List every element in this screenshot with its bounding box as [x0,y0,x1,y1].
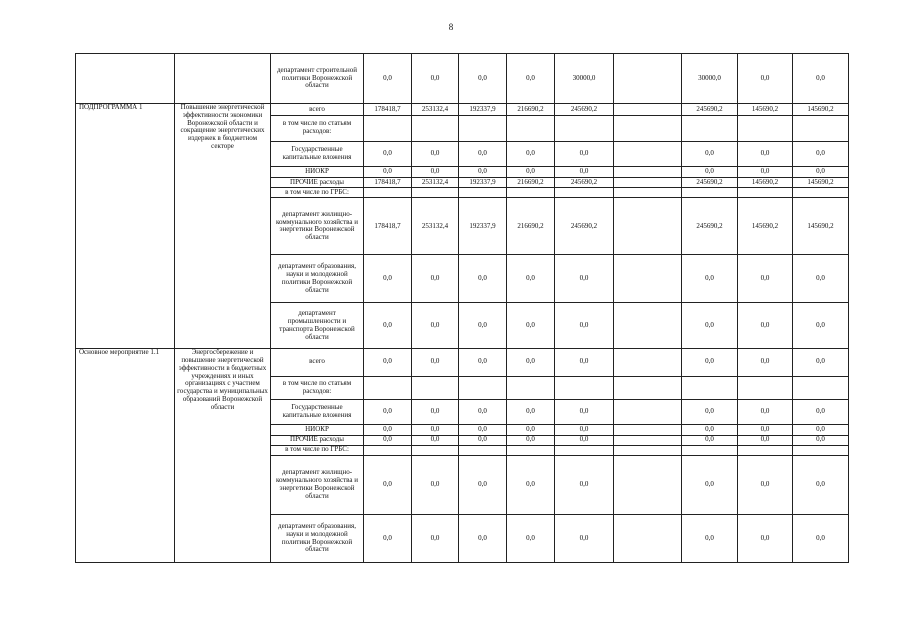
value-cell: 0,0 [412,435,459,445]
value-cell [614,178,682,188]
value-cell: 0,0 [793,303,849,349]
value-cell [614,54,682,104]
value-cell [614,425,682,435]
value-cell [555,376,614,399]
value-cell: 0,0 [738,435,793,445]
row-label: ПРОЧИЕ расходы [271,178,364,188]
value-cell [682,188,738,198]
value-cell: 0,0 [507,455,555,514]
value-cell [459,445,507,455]
row-label: всего [271,349,364,376]
value-cell [364,376,412,399]
budget-table [75,53,849,563]
value-cell: 0,0 [682,435,738,445]
value-cell: 0,0 [793,166,849,177]
value-cell: 0,0 [459,435,507,445]
value-cell [738,116,793,141]
value-cell [614,188,682,198]
value-cell [614,400,682,425]
value-cell: 178418,7 [364,198,412,255]
value-cell: 0,0 [793,400,849,425]
value-cell: 0,0 [459,303,507,349]
value-cell: 0,0 [507,303,555,349]
value-cell [555,116,614,141]
value-cell [682,376,738,399]
table-row [76,349,849,376]
value-cell [614,303,682,349]
value-cell: 0,0 [793,425,849,435]
value-cell [412,188,459,198]
value-cell: 145690,2 [793,178,849,188]
value-cell: 0,0 [682,166,738,177]
value-cell: 0,0 [412,54,459,104]
value-cell: 0,0 [459,455,507,514]
value-cell: 0,0 [412,455,459,514]
value-cell [793,445,849,455]
value-cell: 0,0 [459,141,507,166]
value-cell [364,445,412,455]
row-label: департамент жилищно-коммунального хозяйства и энергетики Воронежской области [271,198,364,255]
value-cell: 178418,7 [364,178,412,188]
row-label: НИОКР [271,425,364,435]
value-cell: 0,0 [507,425,555,435]
value-cell: 0,0 [682,255,738,303]
value-cell [507,188,555,198]
value-cell: 0,0 [793,349,849,376]
value-cell: 245690,2 [555,103,614,115]
program-cell [76,54,175,104]
value-cell: 0,0 [738,425,793,435]
value-cell: 0,0 [793,435,849,445]
value-cell: 0,0 [555,400,614,425]
value-cell: 0,0 [738,141,793,166]
value-cell [459,116,507,141]
value-cell: 0,0 [682,425,738,435]
page-number: 8 [448,22,454,32]
value-cell: 0,0 [364,349,412,376]
value-cell: 145690,2 [738,178,793,188]
value-cell: 192337,9 [459,198,507,255]
value-cell: 0,0 [459,425,507,435]
value-cell: 0,0 [412,400,459,425]
value-cell: 245690,2 [682,198,738,255]
subprogram-name: Повышение энергетической эффективности экономики Воронежской области и сокращение энергетических издержек в бюджетном секторе [175,103,271,348]
value-cell: 253132,4 [412,178,459,188]
value-cell [793,116,849,141]
value-cell: 0,0 [738,303,793,349]
value-cell: 0,0 [412,349,459,376]
value-cell: 0,0 [507,54,555,104]
value-cell: 0,0 [555,515,614,563]
value-cell [682,445,738,455]
value-cell: 0,0 [682,349,738,376]
value-cell: 0,0 [364,255,412,303]
value-cell [793,188,849,198]
value-cell: 0,0 [507,435,555,445]
row-label: в том числе по ГРБС: [271,188,364,198]
value-cell: 0,0 [459,255,507,303]
value-cell [412,445,459,455]
value-cell: 0,0 [459,400,507,425]
value-cell [738,188,793,198]
value-cell: 0,0 [412,255,459,303]
value-cell: 0,0 [507,141,555,166]
value-cell: 0,0 [555,435,614,445]
value-cell: 0,0 [555,455,614,514]
value-cell: 0,0 [555,166,614,177]
value-cell [614,455,682,514]
value-cell [364,188,412,198]
value-cell: 0,0 [793,255,849,303]
value-cell: 0,0 [364,303,412,349]
row-label: Государственные капитальные вложения [271,400,364,425]
value-cell [507,445,555,455]
row-label: департамент жилищно-коммунального хозяйства и энергетики Воронежской области [271,455,364,514]
value-cell [614,376,682,399]
row-label: в том числе по статьям расходов: [271,376,364,399]
value-cell: 192337,9 [459,103,507,115]
value-cell [682,116,738,141]
value-cell: 0,0 [793,54,849,104]
value-cell: 0,0 [682,141,738,166]
value-cell: 216690,2 [507,103,555,115]
value-cell [614,141,682,166]
subprogram-code: ПОДПРОГРАММА 1 [76,103,175,348]
value-cell [555,445,614,455]
value-cell: 0,0 [412,303,459,349]
value-cell: 0,0 [364,54,412,104]
value-cell [738,445,793,455]
value-cell: 245690,2 [682,178,738,188]
value-cell: 0,0 [793,515,849,563]
value-cell: 0,0 [738,400,793,425]
value-cell [614,349,682,376]
value-cell: 0,0 [459,515,507,563]
row-label: департамент образования, науки и молодежной политики Воронежской области [271,515,364,563]
value-cell [614,255,682,303]
value-cell: 0,0 [412,515,459,563]
value-cell [459,188,507,198]
program-name-cell [175,54,271,104]
value-cell: 0,0 [793,455,849,514]
value-cell [412,116,459,141]
value-cell: 0,0 [682,515,738,563]
value-cell: 0,0 [364,515,412,563]
row-label: Государственные капитальные вложения [271,141,364,166]
value-cell: 0,0 [364,400,412,425]
value-cell: 0,0 [507,166,555,177]
value-cell: 145690,2 [793,103,849,115]
value-cell: 0,0 [738,255,793,303]
value-cell: 0,0 [364,425,412,435]
value-cell [507,116,555,141]
value-cell [459,376,507,399]
value-cell: 245690,2 [555,178,614,188]
value-cell: 0,0 [555,303,614,349]
value-cell [614,435,682,445]
value-cell: 253132,4 [412,103,459,115]
value-cell: 253132,4 [412,198,459,255]
value-cell [614,166,682,177]
value-cell: 0,0 [364,141,412,166]
value-cell: 0,0 [738,515,793,563]
value-cell [412,376,459,399]
value-cell [614,103,682,115]
row-label: ПРОЧИЕ расходы [271,435,364,445]
value-cell: 0,0 [412,425,459,435]
table-row [76,54,849,104]
value-cell: 0,0 [364,435,412,445]
value-cell [614,116,682,141]
value-cell: 0,0 [364,166,412,177]
row-label: в том числе по ГРБС: [271,445,364,455]
value-cell: 0,0 [459,166,507,177]
value-cell: 0,0 [412,141,459,166]
value-cell: 0,0 [507,349,555,376]
main-activity-name: Энергосбережение и повышение энергетической эффективности в бюджетных учреждениях и иных организациях с участием государства и муниципальных образований Воронежской области [175,349,271,563]
value-cell: 0,0 [507,400,555,425]
value-cell [738,376,793,399]
value-cell: 0,0 [738,54,793,104]
value-cell: 0,0 [738,455,793,514]
value-cell [555,188,614,198]
value-cell: 30000,0 [555,54,614,104]
value-cell: 0,0 [682,400,738,425]
value-cell: 245690,2 [682,103,738,115]
value-cell: 216690,2 [507,178,555,188]
row-label: департамент строительной политики Воронежской области [271,54,364,104]
value-cell: 0,0 [738,166,793,177]
value-cell [364,116,412,141]
value-cell [793,376,849,399]
value-cell: 0,0 [682,455,738,514]
value-cell [614,515,682,563]
value-cell: 0,0 [459,349,507,376]
row-label: департамент образования, науки и молодежной политики Воронежской области [271,255,364,303]
value-cell: 0,0 [412,166,459,177]
value-cell: 0,0 [682,303,738,349]
value-cell: 178418,7 [364,103,412,115]
value-cell: 0,0 [507,515,555,563]
value-cell [614,198,682,255]
row-label: в том числе по статьям расходов: [271,116,364,141]
row-label: НИОКР [271,166,364,177]
value-cell: 0,0 [793,141,849,166]
value-cell: 245690,2 [555,198,614,255]
value-cell: 0,0 [555,255,614,303]
table-row [76,103,849,115]
value-cell: 0,0 [555,425,614,435]
value-cell [507,376,555,399]
value-cell: 0,0 [738,349,793,376]
value-cell: 145690,2 [738,198,793,255]
value-cell: 145690,2 [793,198,849,255]
main-activity-code: Основное мероприятие 1.1 [76,349,175,563]
value-cell: 0,0 [459,54,507,104]
value-cell: 192337,9 [459,178,507,188]
value-cell: 145690,2 [738,103,793,115]
value-cell: 0,0 [364,455,412,514]
value-cell: 0,0 [555,349,614,376]
value-cell: 30000,0 [682,54,738,104]
value-cell: 216690,2 [507,198,555,255]
row-label: всего [271,103,364,115]
value-cell [614,445,682,455]
value-cell: 0,0 [555,141,614,166]
value-cell: 0,0 [507,255,555,303]
row-label: департамент промышленности и транспорта Воронежской области [271,303,364,349]
